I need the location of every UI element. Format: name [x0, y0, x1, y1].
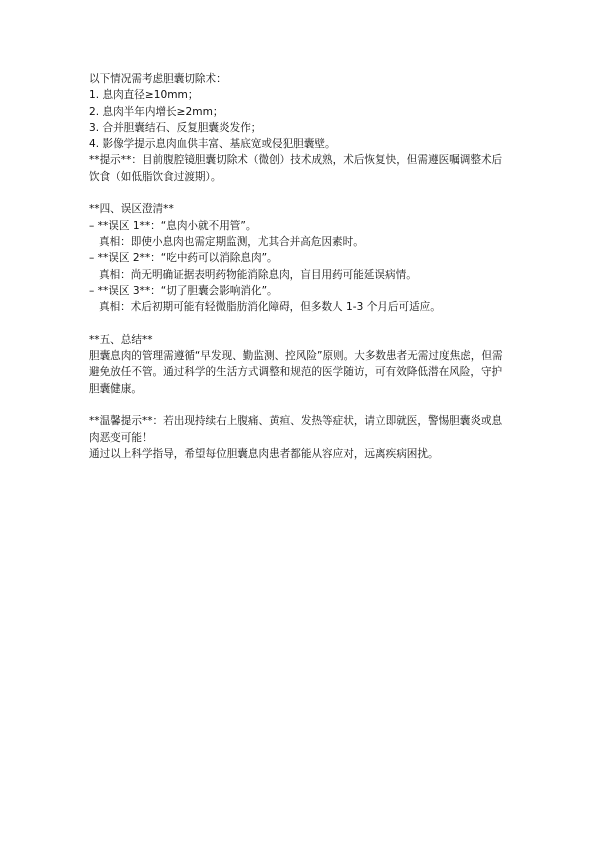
summary-text: 胆囊息肉的管理需遵循“早发现、勤监测、控风险”原则。大多数患者无需过度焦虑，但需避免放任不管。通过科学的生活方式调整和规范的医学随访，可有效降低潜在风险，守护胆囊健康。: [89, 350, 503, 395]
surgery-tip: **提示**：目前腹腔镜胆囊切除术（微创）技术成熟，术后恢复快，但需遵医嘱调整术后饮食（如低脂饮食过渡期）。: [89, 154, 503, 183]
myth-1: – **误区 1**：“息肉小就不用管”。: [89, 219, 257, 232]
myth-2: – **误区 2**：“吃中药可以消除息肉”。: [89, 252, 278, 265]
myth-3: – **误区 3**：“切了胆囊会影响消化”。: [89, 284, 278, 297]
warm-tip: **温馨提示**：若出现持续右上腹痛、黄疸、发热等症状，请立即就医，警惕胆囊炎或息肉恶变可能！: [89, 415, 503, 444]
section-gap: [89, 315, 509, 331]
surgery-criterion-1: 1. 息肉直径≥10mm；: [89, 89, 199, 102]
summary-heading: **五、总结**: [89, 333, 153, 346]
truth-2: 真相：尚无明确证据表明药物能消除息肉，盲目用药可能延误病情。: [99, 268, 417, 281]
surgery-criterion-3: 3. 合并胆囊结石、反复胆囊炎发作；: [89, 121, 262, 134]
surgery-criterion-2: 2. 息肉半年内增长≥2mm；: [89, 105, 224, 118]
truth-3: 真相：术后初期可能有轻微脂肪消化障碍，但多数人 1-3 个月后可适应。: [99, 301, 441, 314]
section-gap: [89, 185, 509, 201]
document-body: [89, 71, 509, 462]
section-gap: [89, 397, 509, 413]
surgery-intro: 以下情况需考虑胆囊切除术：: [89, 73, 227, 85]
closing-wish: 通过以上科学指导，希望每位胆囊息肉患者都能从容应对，远离疾病困扰。: [89, 447, 439, 460]
myths-heading: **四、误区澄清**: [89, 203, 174, 216]
surgery-criterion-4: 4. 影像学提示息肉血供丰富、基底宽或侵犯胆囊壁。: [89, 138, 336, 151]
truth-1: 真相：即使小息肉也需定期监测，尤其合并高危因素时。: [99, 235, 364, 248]
